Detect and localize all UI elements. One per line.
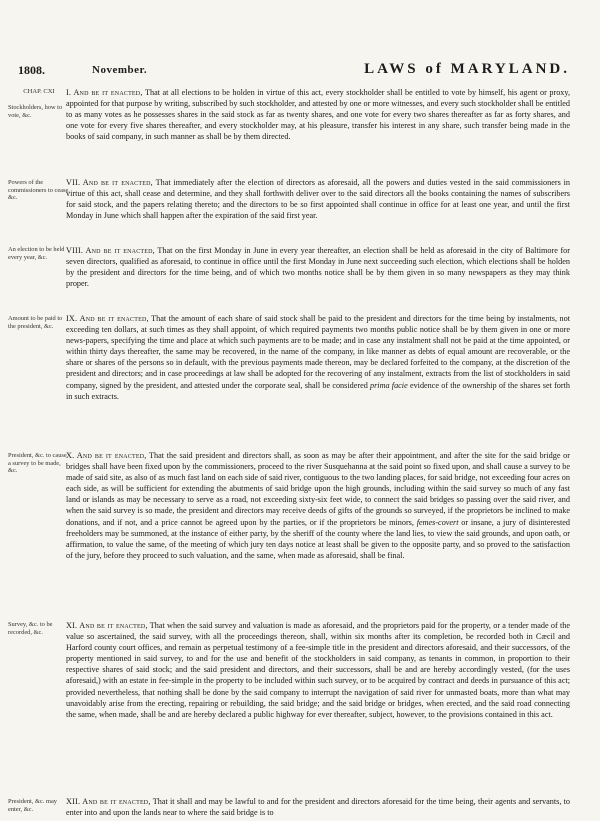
margin-note: Stockholders, how to vote, &c. xyxy=(8,104,63,119)
margin-note: An election to be held every year, &c. xyxy=(8,246,65,261)
section-italic: femes-covert xyxy=(416,517,459,527)
page-header xyxy=(18,61,578,81)
margin-note: Powers of the commissioners to cease, &c. xyxy=(8,179,70,202)
page-year: 1808. xyxy=(18,63,45,77)
section-text: evidence of the ownership of the shares set forth in such extracts. xyxy=(66,380,570,401)
page-title: LAWS of MARYLAND. xyxy=(364,61,570,77)
section-10 xyxy=(66,450,570,561)
section-italic: prima facie xyxy=(370,380,408,390)
section-text: That the amount of each share of said stock shall be paid to the president and directors for the time being by instalments, not exceeding ten dollars, at such times as they shall appoint, of which required payments two months public notice shall be by them given in one or more news-papers, specifying the time and place at which such payments are to be made; and in case any instalment shall not be paid at the time appointed, or within thirty days thereafter, the same may be recovered, in the name of the company, in like manner as debts of equal amount are recoverable, or the share or shares of the persons so in default, with the previous payments made thereon, may be declared forfeited to the company, at the discretion of the president and directors; and in case proceedings at law shall be adopted for the recovering of any instalment, extracts from the list of stockholders in said company, signed by the president, and attested under the corporate seal, shall be considered xyxy=(66,314,571,390)
margin-note: President, &c. to cause a survey to be made, &c. xyxy=(8,452,67,475)
section-lead: IX. And be it enacted, xyxy=(66,314,149,323)
section-lead: XI. And be it enacted, xyxy=(66,621,148,630)
section-text: That immediately after the election of directors as aforesaid, all the powers and duties vested in the said commissioners in virtue of this act, shall cease and determine, and they shall forthwith deliver over to the said directors all the books containing the names of subscribers for said stock, and the papers relating thereto; and the directors to be so first appointed shall continue in office for at least one year, and until the first Monday in June which shall happen after the expiration of the said first year. xyxy=(66,178,570,221)
section-text: or insane, a jury of disinterested freeholders may be summoned, at the instance of either party, by the sheriff of the county where the land lies, to view the said grounds, and upon oath, or affirmation, to value the same, of the meeting of which jury ten days notice at least shall be given to the opposite party, and so proved to the satisfaction of the jury, before they proceed to such valuation, and the same, when made as aforesaid, shall be final. xyxy=(66,517,570,560)
section-11 xyxy=(66,620,570,720)
section-8 xyxy=(66,245,570,289)
section-lead: X. And be it enacted, xyxy=(66,451,147,460)
page-month: November. xyxy=(92,64,148,76)
section-lead: VIII. And be it enacted, xyxy=(66,246,155,255)
section-lead: VII. And be it enacted, xyxy=(66,178,153,187)
margin-note: President, &c. may enter, &c. xyxy=(8,798,57,813)
section-text: That the said president and directors shall, as soon as may be after their appointment, and after the site for the said bridge or bridges shall have been fixed upon by the commissioners, proceed to the river Susquehanna at the said point so fixed upon, and shall cause a survey to be made of said site, as also of as much fast land on each side of said river, contiguous to the two landing places, for said bridge, not exceeding four acres on each side, as will be sufficient for extending the abutments of said bridge upon the high grounds, including within the said survey so much of any fast land or islands as may be necessary to serve as a road, not exceeding sixty-six feet wide, to connect the said bridges so passing over the said river, and when the said survey is so made, the president and directors may receive deeds of gifts of the grounds so surveyed, if the proprietors be inclined to make donations, and if not, and a price cannot be agreed upon by the parties, or if the proprietors be minors, xyxy=(66,451,570,527)
margin-note: Amount to be paid to the president, &c. xyxy=(8,315,63,330)
section-7 xyxy=(66,177,570,221)
margin-note: Survey, &c. to be recorded, &c. xyxy=(8,621,53,636)
section-12 xyxy=(66,796,570,818)
section-text: That on the first Monday in June in every year thereafter, an election shall be held as aforesaid in the city of Baltimore for seven directors, qualified as aforesaid, to continue in office until the first Monday in June next succeeding such election, which elections shall be holden by the president and directors for the time being, and of which two months notice shall be by them given in so many newspapers as they may think proper. xyxy=(66,246,570,289)
section-lead: I. And be it enacted, xyxy=(66,88,143,97)
section-text: That it shall and may be lawful to and for the president and directors aforesaid for the time being, their agents and servants, to enter into and upon the lands near to where the said bridge is to xyxy=(66,797,571,818)
section-text: That at all elections to be holden in virtue of this act, every stockholder shall be entitled to vote by himself, his agent or proxy, appointed for that purpose by writing, subscribed by such stockholder, and attested by one or more witnesses, and every such stockholder shall be entitled to as many votes as he possesses shares in the said stock as far as twenty shares, and one vote for every two shares thereafter as far as forty shares, and one vote for every five shares thereafter, and every stockholder may, at his pleasure, transfer his interest in any share, such transfer being made in the books of said company, in such manner as shall be by them directed. xyxy=(66,88,571,142)
chapter-label: CHAP. CXI xyxy=(23,88,55,95)
section-lead: XII. And be it enacted, xyxy=(66,797,151,806)
section-6 xyxy=(66,87,570,142)
section-9 xyxy=(66,313,570,402)
section-text: That when the said survey and valuation is made as aforesaid, and the proprietors paid for the property, or a tender made of the value so ascertained, the said survey, with all the proceedings thereon, shall, within six months after its completion, be recorded both in Cæcil and Harford county court offices, and remain as perpetual testimony of a fee-simple title in the president and directors aforesaid, and their successors, of the property mentioned in said survey, to and for the use and benefit of the stockholders in said company, as tenants in common, in proportion to their respective shares of said stock; and the said president and directors, and their successors, shall be and are hereby accordingly vested, (for the uses aforesaid,) with an estate in fee-simple in the property to be included within such survey, or to be acquired by contract and deeds in pursuance of this act; provided nevertheless, that nothing shall be done by the said company to interrupt the navigation of said river for unmasted boats, more than what may unavoidably arise from the erecting, repairing or rebuilding, the said bridge; and the said bridge or bridges, when erected, and the said road connecting the same, when made, shall be and are hereby declared a public highway for ever thereafter, subject, however, to the provisions contained in this act. xyxy=(66,621,571,719)
